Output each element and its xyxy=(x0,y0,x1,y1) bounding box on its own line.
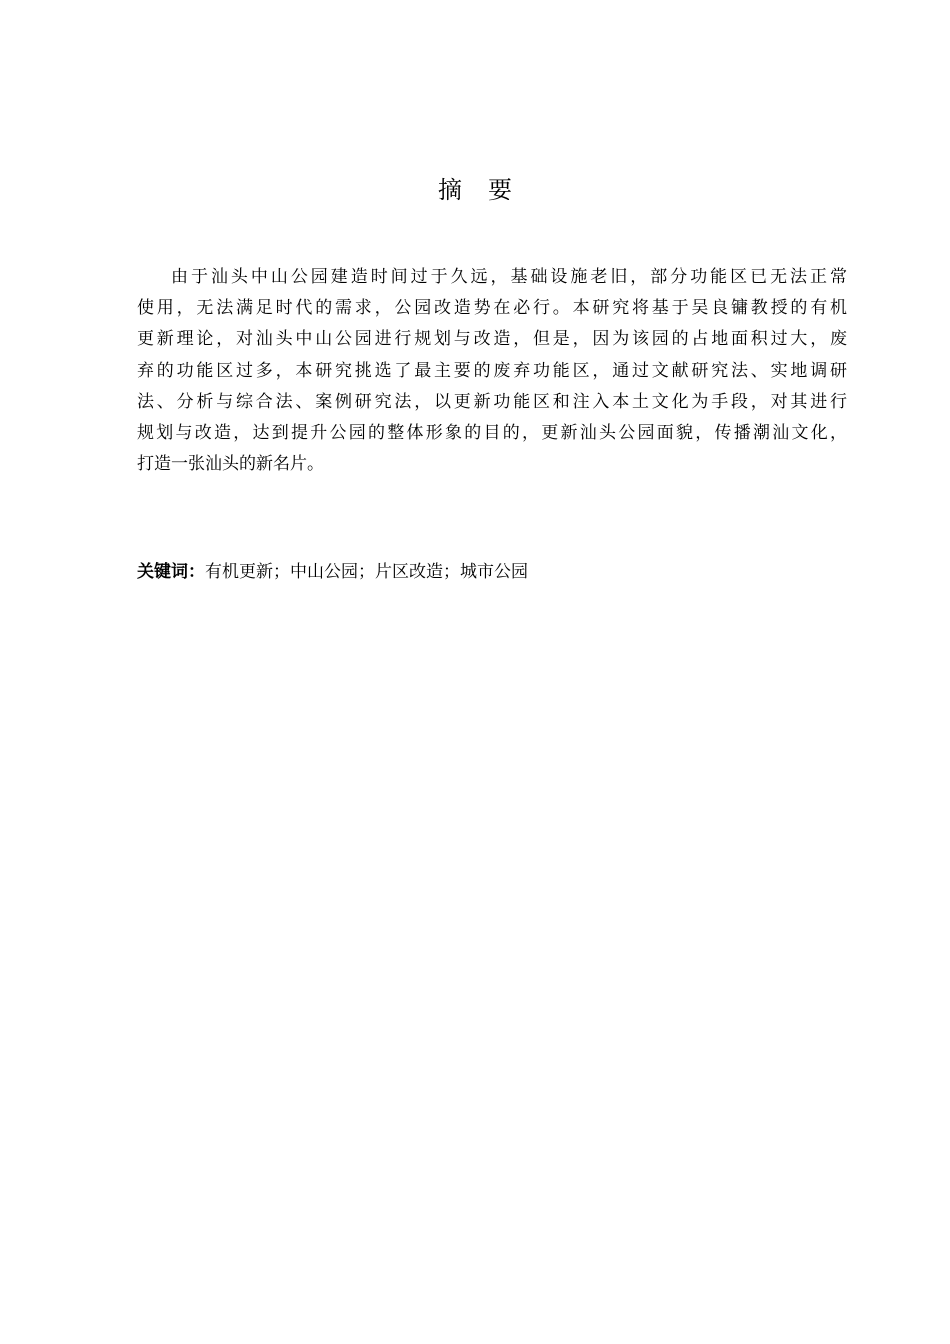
abstract-line: 法、分析与综合法、案例研究法，以更新功能区和注入本土文化为手段，对其进行 xyxy=(137,391,847,412)
keywords-list: 有机更新；中山公园；片区改造；城市公园 xyxy=(205,562,528,582)
abstract-line: 使用，无法满足时代的需求，公园改造势在必行。本研究将基于吴良镛教授的有机 xyxy=(137,298,847,319)
keywords-label: 关键词： xyxy=(137,562,205,582)
abstract-line: 打造一张汕头的新名片。 xyxy=(137,454,324,475)
title-char-1: 摘 xyxy=(438,176,462,204)
keywords-row xyxy=(137,557,528,588)
page-title xyxy=(0,172,950,208)
abstract-body xyxy=(137,262,847,480)
abstract-line: 弃的功能区过多，本研究挑选了最主要的废弃功能区，通过文献研究法、实地调研 xyxy=(137,360,847,381)
abstract-line: 更新理论，对汕头中山公园进行规划与改造，但是，因为该园的占地面积过大，废 xyxy=(137,329,847,350)
title-char-2: 要 xyxy=(488,176,512,204)
abstract-line: 由于汕头中山公园建造时间过于久远，基础设施老旧，部分功能区已无法正常 xyxy=(171,267,847,287)
abstract-line: 规划与改造，达到提升公园的整体形象的目的，更新汕头公园面貌，传播潮汕文化， xyxy=(137,422,847,443)
